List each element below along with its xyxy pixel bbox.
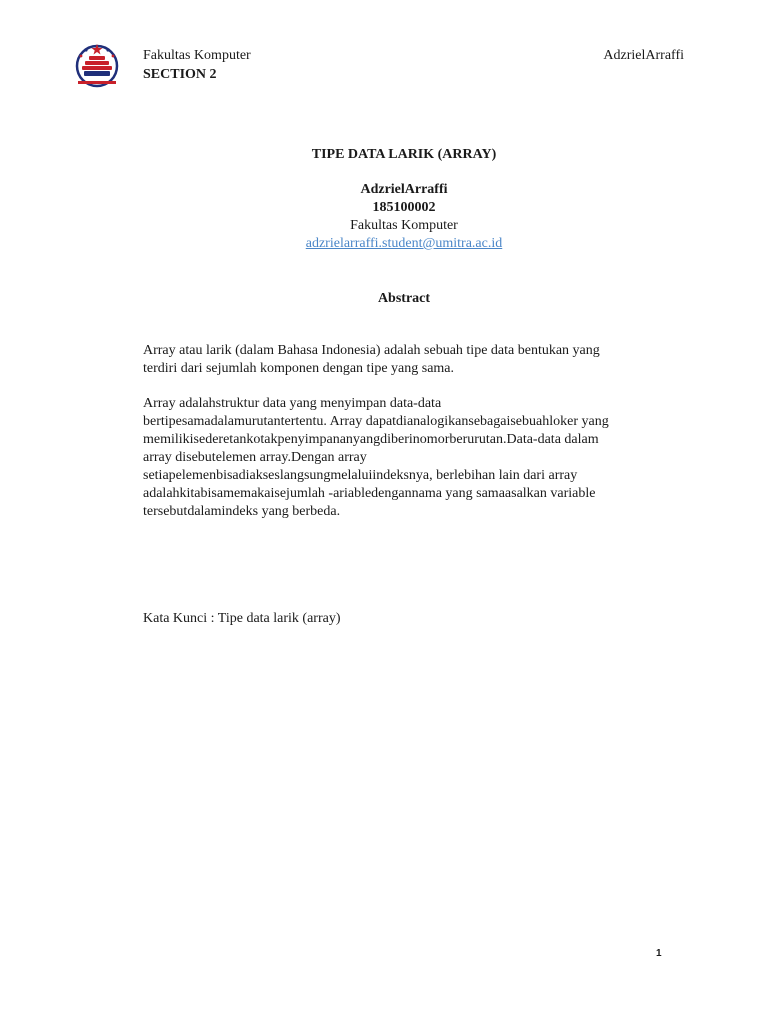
abstract-paragraph-1 xyxy=(143,342,663,378)
paragraph-line: Array adalahstruktur data yang menyimpan data-data xyxy=(143,396,442,411)
abstract-heading: Abstract xyxy=(377,291,431,306)
paragraph-line: adalahkitabisamemakaisejumlah -ariabledengannama yang samaasalkan variable xyxy=(143,486,596,501)
header-author-name: AdzrielArraffi xyxy=(603,48,684,63)
author-id-number: 185100002 xyxy=(372,200,436,215)
header-faculty: Fakultas Komputer xyxy=(143,48,251,63)
abstract-paragraph-2 xyxy=(143,395,663,521)
author-block xyxy=(0,181,768,253)
author-name: AdzrielArraffi xyxy=(360,182,448,197)
paragraph-line: terdiri dari sejumlah komponen dengan tipe yang sama. xyxy=(143,361,455,376)
paragraph-line: bertipesamadalamurutantertentu. Array dapatdianalogikansebagaisebuahloker yang xyxy=(143,414,609,429)
paragraph-line: setiapelemenbisadiakseslangsungmelaluiindeksnya, berlebihan lain dari array xyxy=(143,468,578,483)
author-email-link[interactable]: adzrielarraffi.student@umitra.ac.id xyxy=(305,236,503,251)
header-left xyxy=(143,46,251,84)
header-section: SECTION 2 xyxy=(143,67,217,82)
university-logo-icon xyxy=(72,40,122,90)
page-number: 1 xyxy=(656,948,662,959)
paragraph-line: Array atau larik (dalam Bahasa Indonesia) adalah sebuah tipe data bentukan yang xyxy=(143,343,600,358)
paragraph-line: memilikisederetankotakpenyimpananyangdiberinomorberurutan.Data-data dalam xyxy=(143,432,599,447)
paragraph-line: tersebutdalamindeks yang berbeda. xyxy=(143,504,341,519)
keywords: Kata Kunci : Tipe data larik (array) xyxy=(143,611,341,626)
paragraph-line: array disebutelemen array.Dengan array xyxy=(143,450,367,465)
author-faculty: Fakultas Komputer xyxy=(350,218,458,233)
document-title: TIPE DATA LARIK (ARRAY) xyxy=(311,147,497,162)
